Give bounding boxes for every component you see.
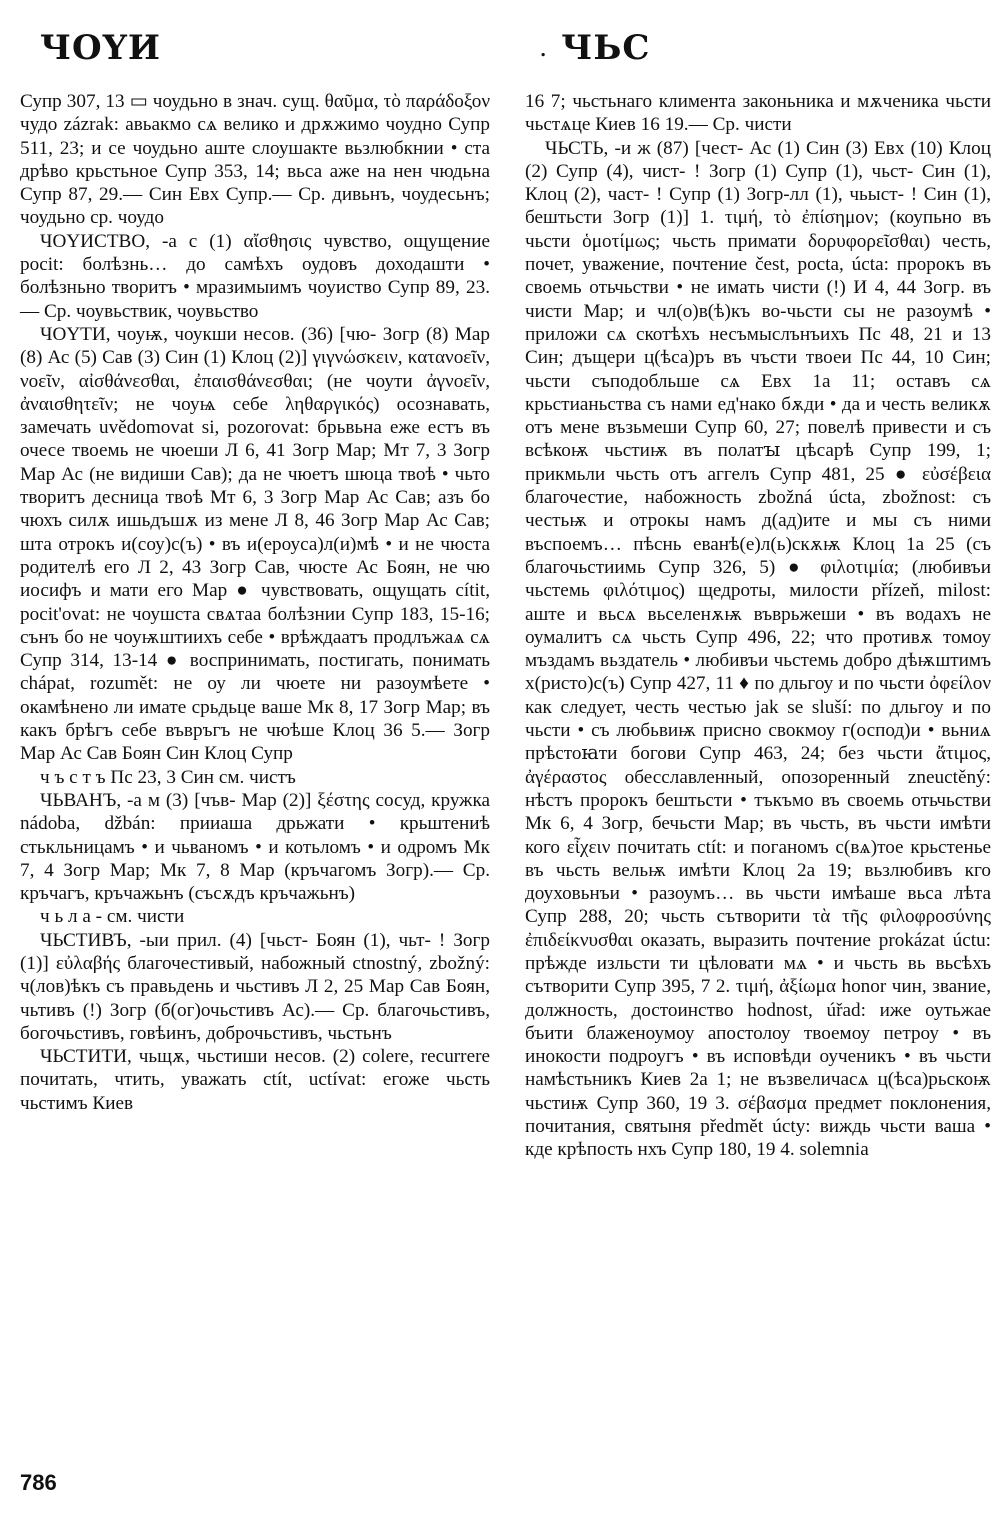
running-head-right xyxy=(540,28,650,68)
left-entry: ЧЬСТИВЪ, -ыи прил. (4) [чьст- Боян (1), чьт- ! Зогр (1)] εὐλαβής благочестивый, набожный ctnostný, zbožný: ч(лов)ѣкъ съ правьдень и чьстивъ Л 2, 25 Мар Сав Боян, чьтивъ (!) Зогр (б(ог)очьстивъ Ас).— Ср. благочьстивъ, богочьстивъ, говѣинъ, доброчьстивъ, чьстьнъ xyxy=(20,929,490,1044)
page-number: 786 xyxy=(20,1470,57,1495)
left-entry: ЧЬВАНЪ, -а м (3) [чъв- Мар (2)] ξέστης сосуд, кружка nádoba, džbán: прииаша дрьжати • крьштениѣ стькльницамъ • и чьваномъ • и котьломъ • и одромъ Мк 7, 4 Зогр Мар; Мк 7, 8 Мар (кръчагомъ Зогр).— Ср. кръчагъ, кръчажьнъ (съсѫдъ кръчажьнъ) xyxy=(20,789,490,905)
left-entry: ч ъ с т ъ Пс 23, 3 Син см. чистъ xyxy=(40,766,296,788)
running-head-left: ЧОYИ xyxy=(40,28,162,68)
right-entry: 16 7; чьстьнаго климента законьника и мѫченика чьсти чьстѧце Киев 16 19.— Ср. чисти xyxy=(525,91,991,136)
left-column xyxy=(20,90,490,1115)
running-head-right-text: ЧЬС xyxy=(561,28,651,68)
dot-mark: . xyxy=(540,39,548,61)
right-entry: ЧЬСТЬ, -и ж (87) [чест- Ас (1) Син (3) Евх (10) Клоц (2) Супр (4), чист- ! Зогр (1) Супр (1), чьст- Син (1), Клоц (2), част- ! Супр (1) Зогр-лл (1), чьыст- ! Син (1), бештьсти Зогр (1)] 1. τιμή, τὸ ἐπίσημον; (коупьно въ чьсти ὁμοτίμως; чьсть примати δορυφορεῖσθαι) честь, почет, уважение, почтение čest, pocta, úcta: пророкъ въ своемь отьчьстви • не имать чисти (!) И 4, 44 Зогр. въ чисти Мар; и чл(о)в(ѣ)къ во-чьсти сы не разоумѣ • приложи сѧ скотѣхъ несъмыслънъихъ Пс 48, 21 и 13 Син; дъщери ц(ѣса)ръ въ чъсти твоеи Пс 44, 10 Син; чьсти съподобльше сѧ Евх 1а 11; оставъ сѧ крьстианьства съ нами ед'нако бѫди • да и честь великѫ отъ мене възьмеши Супр 60, 27; повелѣ привести и съ всѣкоѭ чьстиѭ въ полатꙑ цѣсарѣ Супр 199, 1; прикмьли чьсть отъ аггелъ Супр 481, 25 ● εὐσέβεια благочестие, набожность zbožná úcta, zbožnost: съ честьѭ и отрокы намъ д(ад)ите и мы съ ними въспоемъ… пѣснь еванѣ(е)л(ь)скѫѭ Клоц 1а 25 (съ благочьстиимь Супр 326, 5) ● φιλοτιμία; (любивъи чьстемь φιλότιμος) щедроты, милости přízeň, milost: аште и вьсѧ вьселенѫѭ въврьжеши • въ водахъ не оумалитъ сѧ чьсть Супр 496, 22; что противѫ томоу мъздамъ вьздатель • любивъи чьстемь добро дѣѭштимъ х(ристо)с(ъ) Супр 427, 11 ♦ по дльгоу и по чьсти ὀφείλον как следует, честь честью jak se sluší: по дльгоу и по чьсти • съ любьвиѭ присно свокмоу г(оспод)и • вьниѧ прѣстоꙗти богови Супр 463, 24; без чьсти ἄτιμος, ἀγέραστος обесславленный, опозоренный zneuctěný: нѣстъ пророкъ бештьсти • тъкъмо въ своемь отьчьстви Мк 6, 4 Зогр, бечьсти Мар; въ чьсть, въ чьсти имѣти кого εἶχειν почитать ctít: и поганомъ с(вѧ)тое крьстенье въ чьсть вельѭ имѣти Клоц 2а 19; вьзлюбивъ кго доуховьнъи • разоумъ… вь чьсти имѣаше вьса лѣта Супр 288, 20; чьсть сътворити τὰ τῆς φιλοφροσύνης ἐπιδείκνυσθαι оказать, выразить почтение prokázat úctu: прѣжде изльсти ти цѣловати мѧ • и чьсть вь вьсѣхъ сътворити Супр 395, 7 2. τιμή, ἀξίωμα honor чин, звание, должность, достоинство hodnost, úřad: иже оутьжае бъити блаженоумоу апостолоу твоемоу петроу • въ инокости подроугъ • въ исповѣди оученикъ • въ чьсти намѣстьникъ Киев 2а 1; не възвеличасѧ ц(ѣса)рьскоѭ чьстиѭ Супр 360, 19 3. σέβασμα предмет поклонения, почитания, святыня předmět úcty: виждь чьсти ваша • кде крѣпость нхъ Супр 180, 19 4. solemnia xyxy=(525,137,991,1161)
left-entry: ЧОYИСТВО, -а с (1) αἴσθησις чувство, ощущение pocit: болѣзнь… до самѣхъ оудовъ доходашти • болѣзньно творитъ • мразимыимъ чоуиство Супр 89, 23.— Ср. чоувьствик, чоувьство xyxy=(20,230,490,322)
left-entry: Супр 307, 13 ▭ чоудьно в знач. сущ. θαῦμα, τὸ παράδοξον чудо zázrak: авьакмо сѧ велико и дрѫжимо чоудно Супр 511, 23; и се чоудьно аште слоушакте вьзлюбкнии • ста дрѣво крьстьное Супр 353, 14; вьса аже на нен чюдьна Супр 87, 29.— Син Евх Супр.— Ср. дивьнъ, чоудесьнъ; чоудьно ср. чоудо xyxy=(20,91,490,229)
left-entry: ч ь л а - см. чисти xyxy=(40,906,185,928)
left-entry: ЧОYТИ, чоуѭ, чоукши несов. (36) [чю- Зогр (8) Мар (8) Ас (5) Сав (3) Син (1) Клоц (2)] γιγνώσκειν, κατανοεῖν, νοεῖν, αἰσθάνεσθαι, ἐπαισθάνεσθαι; (не чоути ἀγνοεῖν, ἀναισθητεῖν; не чоуѩ себе ληθαργικός) осознавать, замечать uvědomovat si, pozorovat: брьвьна еже естъ въ очесе твоемь не чюеши Л 6, 41 Зогр Мар; Мт 7, 3 Зогр Мар Ас (не видиши Сав); да не чюетъ шюца твоѣ • чьто творитъ десница твоѣ Мт 6, 3 Зогр Мар Ас Сав; азъ бо чюхъ силѫ ишьдъшѫ из мене Л 8, 46 Зогр Мар Ас Сав; шта отрокъ и(соу)с(ъ) • въ и(ероуса)л(и)мѣ • и не чюста родителѣ его Л 2, 43 Зогр Сав, чюсте Ас Боян, не чю иосифъ и мати его Мар ● чувствовать, ощущать cítit, pocit'ovat: не чоушста свѧтаа болѣзнии Супр 183, 15-16; сънъ бо не чоуѭштиихъ себе • врѣждаатъ продлъжаѧ сѧ Супр 314, 13-14 ● воспринимать, постигать, понимать chápat, rozumět: не оу ли чюете ни разоумѣете • окамѣнено ли имате срьдьце ваше Мк 8, 17 Зогр Мар; въ какъ брѣгъ себе въвръгъ не чюѣше Клоц 36 5.— Зогр Мар Ас Сав Боян Син Клоц Супр xyxy=(20,323,490,765)
left-entry: ЧЬСТИТИ, чьщѫ, чьстиши несов. (2) colere, recurrere почитать, чтить, уважать ctít, uctívat: егоже чьсть чьстимъ Киев xyxy=(20,1046,490,1114)
right-column xyxy=(525,90,991,1162)
